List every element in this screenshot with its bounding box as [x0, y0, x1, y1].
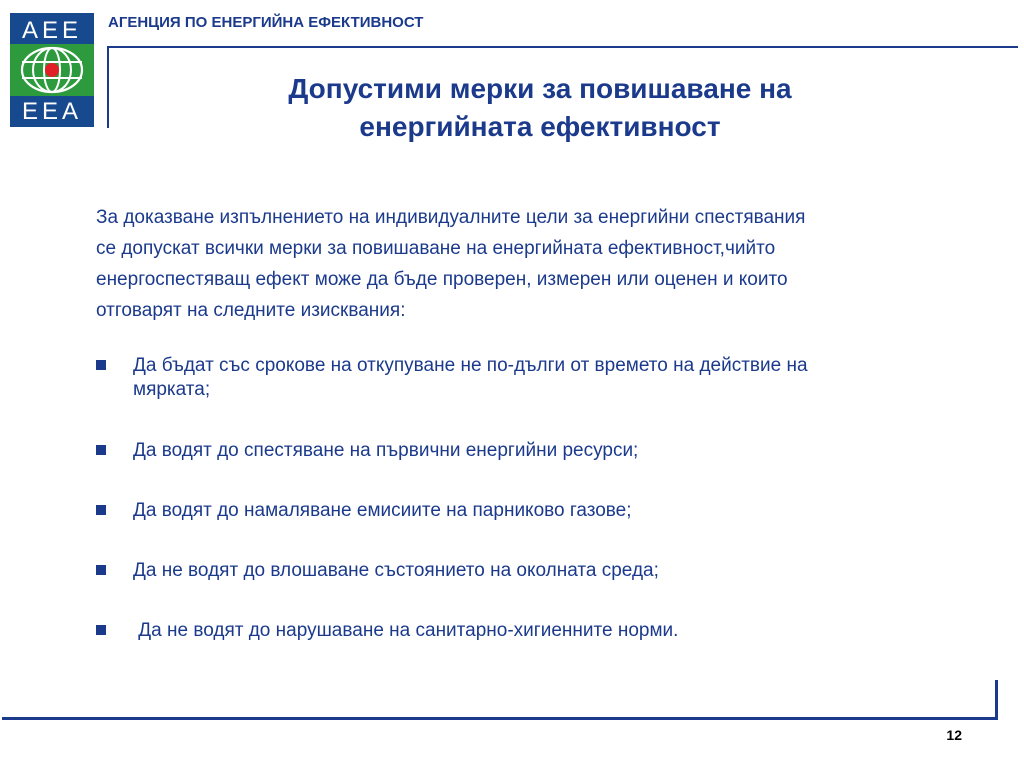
page-number: 12	[946, 727, 962, 743]
header-rule	[108, 46, 1018, 48]
bullet-item	[96, 559, 976, 583]
bullet-item	[96, 499, 976, 523]
square-bullet-icon	[96, 505, 106, 515]
intro-paragraph: За доказване изпълнението на индивидуалните цели за енергийни спестявания се допускат всички мерки за повишаване на енергийната ефективност,чийто енергоспестяващ ефект може да бъде проверен, измерен или оценен и които отговарят на следните изисквания:	[96, 207, 806, 321]
header-vertical-rule	[107, 46, 109, 128]
bullet-item	[96, 619, 976, 643]
bullet-text: Да бъдат със срокове на откупуване не по-дълги от времето на действие на мярката;	[133, 355, 808, 400]
bullet-item	[96, 439, 976, 463]
logo-top-text: AEE	[21, 17, 83, 44]
agency-name: АГЕНЦИЯ ПО ЕНЕРГИЙНА ЕФЕКТИВНОСТ	[108, 14, 424, 31]
bullet-text: Да водят до намаляване емисиите на парниково газове;	[133, 500, 632, 521]
slide-title: Допустими мерки за повишаване на енергийната ефективност	[288, 73, 792, 142]
bullet-text: Да не водят до влошаване състоянието на околната среда;	[133, 560, 659, 581]
square-bullet-icon	[96, 565, 106, 575]
square-bullet-icon	[96, 360, 106, 370]
footer-rule	[2, 717, 998, 720]
bullet-text: Да водят до спестяване на първични енергийни ресурси;	[133, 440, 639, 461]
square-bullet-icon	[96, 445, 106, 455]
bullet-text: Да не водят до нарушаване на санитарно-хигиенните норми.	[133, 620, 679, 641]
agency-logo	[10, 13, 94, 127]
logo-bottom-text: EEA	[21, 98, 83, 125]
globe-emblem-icon	[10, 44, 94, 96]
bullet-item	[96, 354, 976, 402]
footer-vertical-rule	[995, 680, 998, 720]
square-bullet-icon	[96, 625, 106, 635]
